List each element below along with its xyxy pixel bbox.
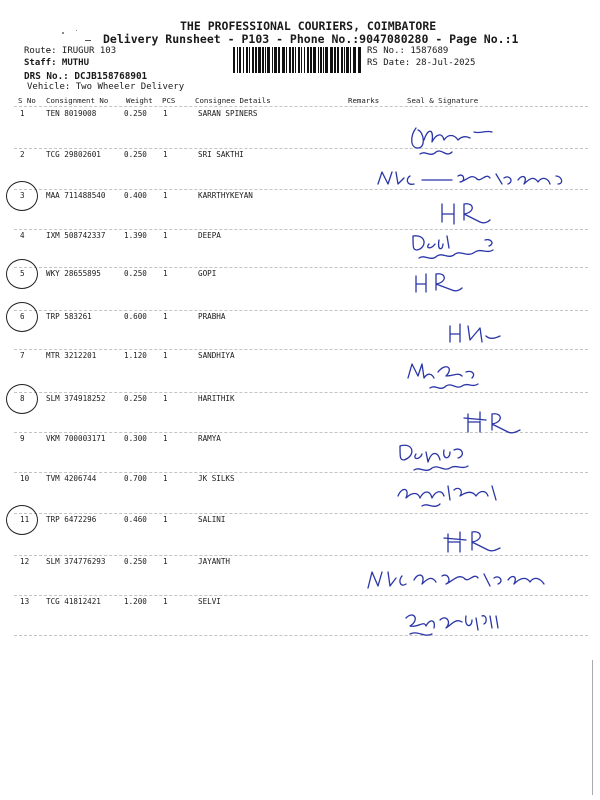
row-divider	[14, 595, 588, 596]
signature-row-1	[400, 118, 510, 160]
cell-weight: 1.390	[124, 231, 147, 240]
col-seal-header: Seal & Signature	[407, 96, 479, 105]
cell-consignment: MAA 711488540	[46, 191, 106, 200]
initials-row-3	[434, 198, 504, 228]
header-divider	[14, 106, 588, 107]
barcode-bar	[282, 47, 285, 73]
runsheet-title: Delivery Runsheet - P103 - Phone No.:9047080280 - Page No.:1	[103, 32, 519, 46]
cell-sno: 7	[20, 351, 25, 360]
cell-weight: 1.200	[124, 597, 147, 606]
route-label: Route: IRUGUR 103	[24, 46, 117, 56]
cell-weight: 0.250	[124, 269, 147, 278]
barcode-bar	[341, 47, 343, 73]
row-divider	[14, 513, 588, 514]
col-consignee-header: Consignee Details	[195, 96, 271, 105]
barcode-bar	[295, 47, 296, 73]
cell-consignee: SRI SAKTHI	[198, 150, 244, 159]
barcode-bar	[252, 47, 254, 73]
cell-consignee: SELVI	[198, 597, 221, 606]
barcode-bar	[258, 47, 261, 73]
cell-consignment: TEN 8019008	[46, 109, 97, 118]
initials-row-6	[442, 320, 512, 346]
barcode-bar	[346, 47, 349, 73]
barcode-bar	[237, 47, 238, 73]
barcode-bar	[350, 47, 351, 73]
cell-weight: 0.300	[124, 434, 147, 443]
barcode-bar	[265, 47, 266, 73]
cell-pcs: 1	[163, 557, 168, 566]
cell-sno: 2	[20, 150, 25, 159]
cell-consignee: JAYANTH	[198, 557, 231, 566]
cell-sno: 10	[20, 474, 30, 483]
barcode-bar	[323, 47, 324, 73]
circled-row-mark	[6, 505, 38, 535]
cell-weight: 0.600	[124, 312, 147, 321]
circled-row-mark	[6, 259, 38, 289]
cell-sno: 11	[20, 515, 30, 524]
cell-consignee: PRABHA	[198, 312, 226, 321]
barcode-bar	[334, 47, 336, 73]
cell-sno: 6	[20, 312, 25, 321]
barcode-bar	[298, 47, 300, 73]
cell-consignee: KARRTHYKEYAN	[198, 191, 253, 200]
barcode-bar	[353, 47, 356, 73]
barcode-bar	[267, 47, 270, 73]
barcode-bar	[304, 47, 305, 73]
col-sno-header: S No	[18, 96, 36, 105]
scan-speck	[76, 30, 77, 31]
signature-row-9	[392, 438, 502, 478]
cell-pcs: 1	[163, 474, 168, 483]
cell-pcs: 1	[163, 191, 168, 200]
cell-pcs: 1	[163, 312, 168, 321]
cell-consignment: SLM 374918252	[46, 394, 106, 403]
barcode-bar	[278, 47, 280, 73]
cell-pcs: 1	[163, 351, 168, 360]
col-weight-header: Weight	[126, 96, 153, 105]
cell-pcs: 1	[163, 269, 168, 278]
signature-row-12	[362, 564, 562, 594]
cell-weight: 0.250	[124, 394, 147, 403]
cell-pcs: 1	[163, 434, 168, 443]
barcode-bar	[325, 47, 328, 73]
cell-pcs: 1	[163, 150, 168, 159]
row-divider	[14, 310, 588, 311]
signature-row-10	[392, 476, 512, 512]
cell-sno: 8	[20, 394, 25, 403]
cell-sno: 12	[20, 557, 30, 566]
cell-consignment: SLM 374776293	[46, 557, 106, 566]
barcode-bar	[292, 47, 294, 73]
col-pcs-header: PCS	[162, 96, 176, 105]
initials-row-11	[440, 528, 510, 558]
circled-row-mark	[6, 302, 38, 332]
signature-row-13	[400, 606, 510, 642]
cell-weight: 0.700	[124, 474, 147, 483]
drs-number: DRS No.: DCJB158768901	[24, 71, 148, 82]
scan-speck	[62, 32, 64, 34]
cell-consignment: TRP 6472296	[46, 515, 97, 524]
vehicle-label: Vehicle: Two Wheeler Delivery	[27, 82, 185, 92]
barcode-bar	[344, 47, 345, 73]
cell-consignment: IXM 508742337	[46, 231, 106, 240]
signature-row-7	[402, 358, 512, 394]
barcode-bar	[274, 47, 277, 73]
barcode-bar	[262, 47, 264, 73]
cell-consignee: GOPI	[198, 269, 217, 278]
barcode-bar	[239, 47, 241, 73]
col-remarks-header: Remarks	[348, 96, 380, 105]
cell-consignee: HARITHIK	[198, 394, 235, 403]
barcode-bar	[255, 47, 257, 73]
cell-weight: 0.250	[124, 109, 147, 118]
cell-consignment: WKY 28655895	[46, 269, 101, 278]
barcode-bar	[337, 47, 339, 73]
barcode-bar	[246, 47, 248, 73]
signature-row-4	[405, 228, 515, 268]
cell-weight: 0.400	[124, 191, 147, 200]
barcode-bar	[249, 47, 250, 73]
cell-consignee: DEEPA	[198, 231, 221, 240]
circled-row-mark	[6, 384, 38, 414]
cell-consignee: SANDHIYA	[198, 351, 235, 360]
cell-consignment: TVM 4206744	[46, 474, 97, 483]
cell-weight: 0.460	[124, 515, 147, 524]
company-title: THE PROFESSIONAL COURIERS, COIMBATORE	[180, 19, 437, 33]
cell-pcs: 1	[163, 515, 168, 524]
row-divider	[14, 349, 588, 350]
cell-weight: 1.120	[124, 351, 147, 360]
barcode-bar	[233, 47, 235, 73]
cell-pcs: 1	[163, 597, 168, 606]
cell-consignee: SALINI	[198, 515, 226, 524]
rs-number: RS No.: 1587689	[367, 46, 449, 56]
cell-consignee: JK SILKS	[198, 474, 235, 483]
barcode-bar	[330, 47, 333, 73]
cell-pcs: 1	[163, 394, 168, 403]
cell-weight: 0.250	[124, 150, 147, 159]
cell-pcs: 1	[163, 231, 168, 240]
barcode-bar	[301, 47, 302, 73]
barcode-bar	[272, 47, 273, 73]
initials-row-8	[460, 408, 530, 438]
cell-sno: 5	[20, 269, 25, 278]
barcode-bar	[320, 47, 322, 73]
scan-edge-mark	[592, 660, 593, 795]
rs-date: RS Date: 28-Jul-2025	[367, 58, 476, 68]
initials-row-5	[408, 270, 478, 296]
staff-label: Staff: MUTHU	[24, 58, 90, 68]
scan-speck	[85, 40, 91, 41]
barcode-bar	[307, 47, 309, 73]
cell-consignee: SARAN SPINERS	[198, 109, 258, 118]
signature-row-2	[372, 164, 572, 192]
circled-row-mark	[6, 181, 38, 211]
cell-sno: 1	[20, 109, 25, 118]
barcode-bar	[289, 47, 291, 73]
cell-consignment: TRP 583261	[46, 312, 92, 321]
cell-consignment: VKM 700003171	[46, 434, 106, 443]
cell-weight: 0.250	[124, 557, 147, 566]
cell-sno: 4	[20, 231, 25, 240]
barcode-bar	[310, 47, 312, 73]
barcode-bar	[243, 47, 244, 73]
barcode-bar	[286, 47, 287, 73]
cell-pcs: 1	[163, 109, 168, 118]
barcode-bar	[358, 47, 361, 73]
cell-sno: 3	[20, 191, 25, 200]
cell-sno: 13	[20, 597, 30, 606]
barcode-bar	[318, 47, 319, 73]
cell-sno: 9	[20, 434, 25, 443]
cell-consignment: TCG 41812421	[46, 597, 101, 606]
cell-consignment: MTR 3212201	[46, 351, 97, 360]
barcode-image	[233, 47, 361, 73]
cell-consignee: RAMYA	[198, 434, 221, 443]
barcode-bar	[313, 47, 316, 73]
col-consignment-header: Consignment No	[46, 96, 109, 105]
cell-consignment: TCG 29802601	[46, 150, 101, 159]
